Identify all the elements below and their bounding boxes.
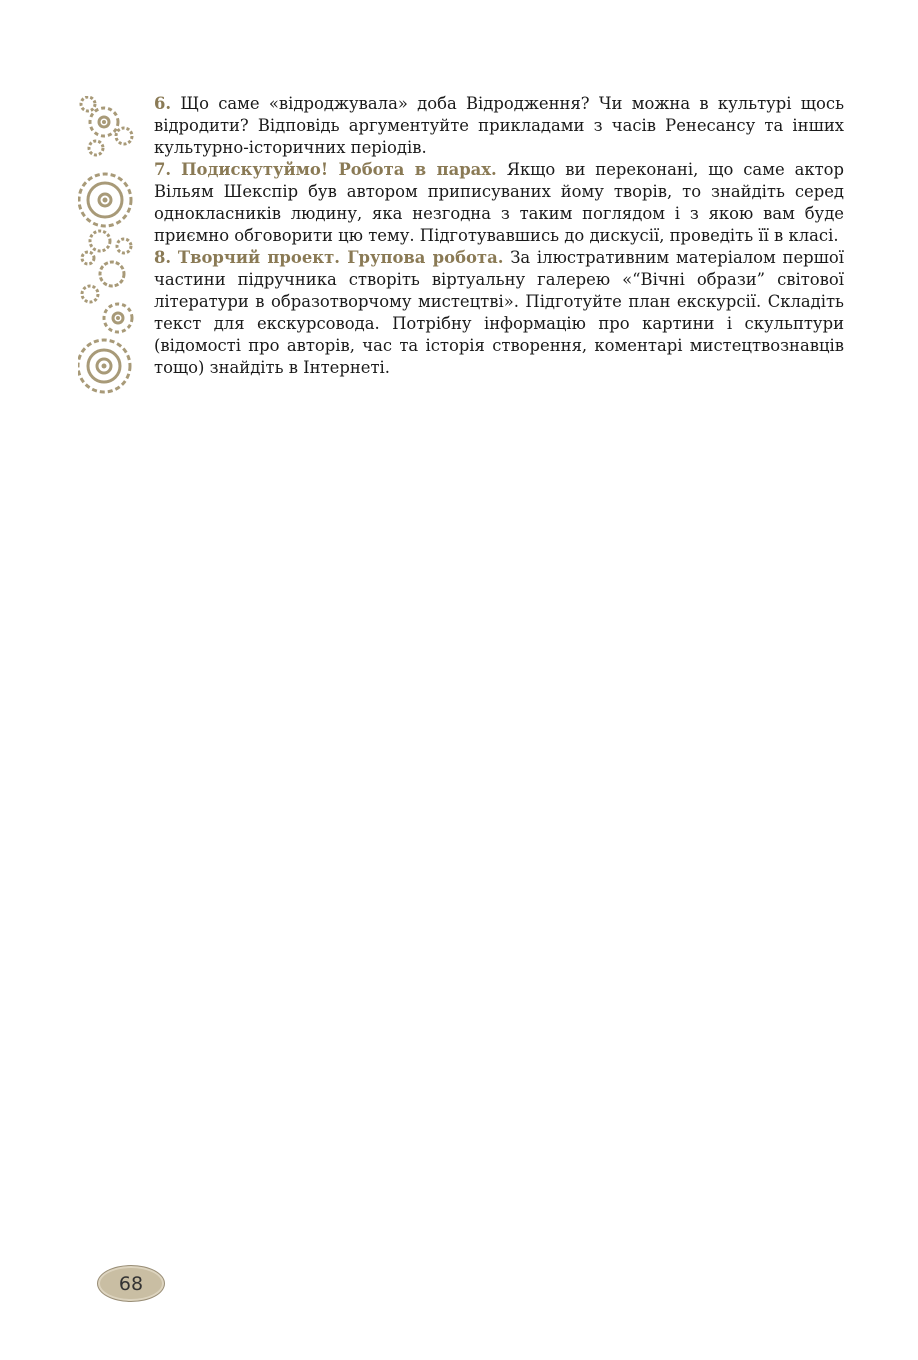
task-7 bbox=[154, 159, 844, 247]
tasks-list bbox=[154, 93, 844, 379]
task-7-text: Якщо ви переконані, що саме актор Вільям Шекспір був автором приписуваних йому творів, то знайдіть серед однокласників людину, яка незгодна з таким поглядом і з якою вам буде приємно обговорити цю тему. Підготувавшись до дискусії, проведіть її в класі. bbox=[154, 160, 845, 245]
task-6-text: Що саме «відроджувала» доба Відродження? Чи можна в культурі щось відродити? Відповідь аргументуйте прикладами з часів Ренесансу та інших культурно-історичних періодів. bbox=[154, 94, 844, 157]
gear-ornament-icon bbox=[78, 96, 136, 396]
task-7-number: 7. bbox=[154, 160, 172, 179]
task-8 bbox=[154, 247, 844, 379]
task-7-heading: Подискутуймо! Робота в парах. bbox=[181, 160, 497, 179]
task-6-number: 6. bbox=[154, 94, 172, 113]
task-8-heading: Творчий проект. Групова робота. bbox=[177, 248, 504, 267]
page-number: 68 bbox=[97, 1265, 165, 1302]
task-6 bbox=[154, 93, 844, 159]
task-8-text: За ілюстративним матеріалом першої частини підручника створіть віртуальну галерею «“Вічні образи” світової літератури в образотворчому мистецтві». Підготуйте план екскурсії. Складіть текст для екскурсовода. Потрібну інформацію про картини і скульптури (відомості про авторів, час та історія створення, коментарі мистецтвознавців тощо) знайдіть в Інтернеті. bbox=[154, 248, 844, 377]
task-8-number: 8. bbox=[154, 248, 172, 267]
